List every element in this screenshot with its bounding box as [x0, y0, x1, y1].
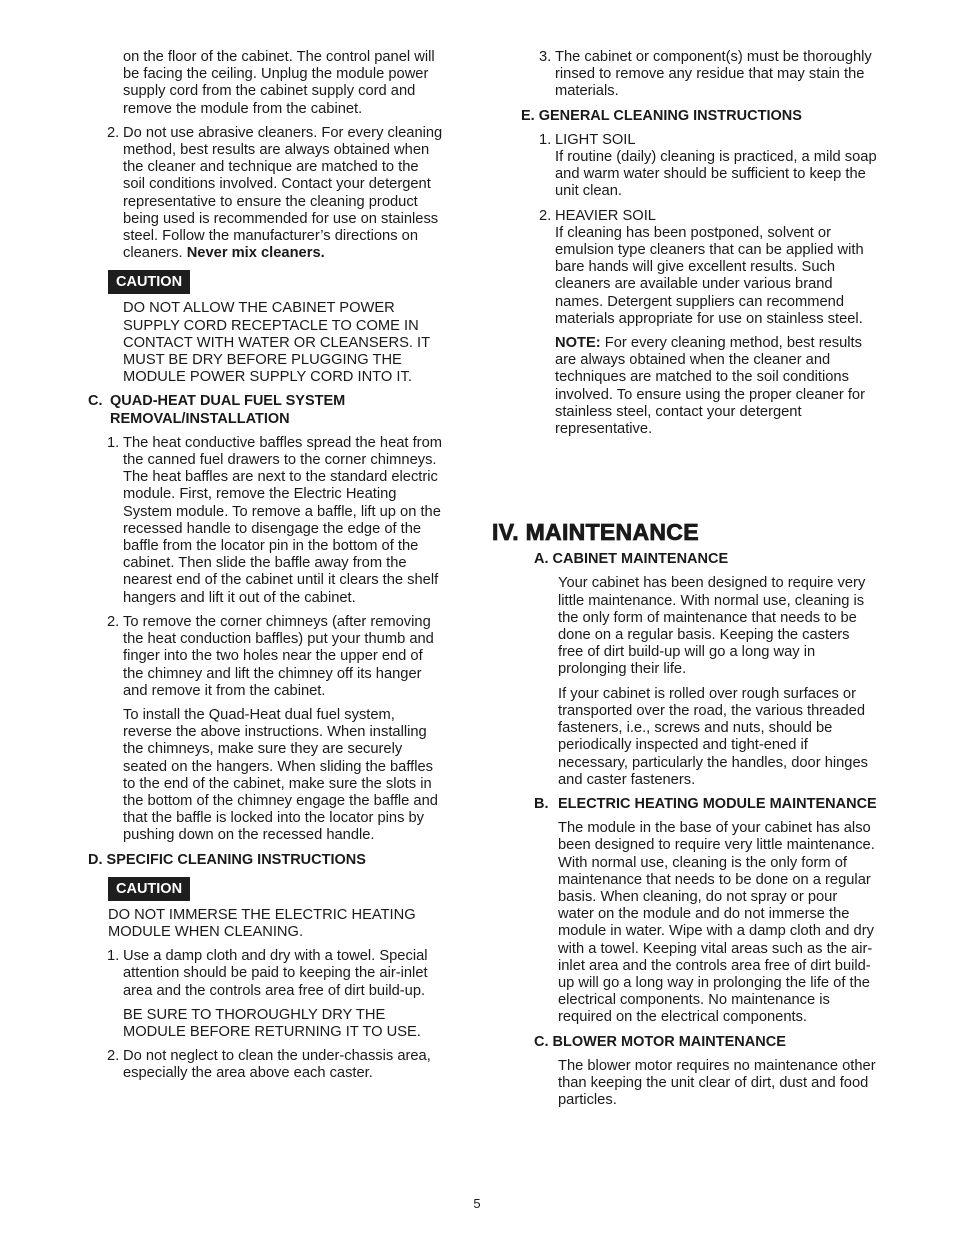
item-text: If routine (daily) cleaning is practiced, a mild soap and warm water should be sufficient to keep the unit clean. [555, 149, 877, 200]
item-number: 2. [107, 124, 120, 141]
item-text: If cleaning has been postponed, solvent or emulsion type cleaners that can be applied with bare hands will give excellent results. Such cleaners are available under various brand names. Detergent suppliers can recommend materials appropriate for use on stainless steel. [555, 224, 864, 327]
caution-text: DO NOT IMMERSE THE ELECTRIC HEATING MODULE WHEN CLEANING. [108, 906, 416, 940]
maintenance-b-paragraph: The module in the base of your cabinet has also been designed to require very little maintenance. With normal use, cleaning is the only form of maintenance that needs to be done on a regular basis. When cleaning, do not spray or pour water on the module and do not immerse the module in water. Wipe with a damp cloth and dry with a towel. Keeping vital areas such as the air-inlet area and the controls area free of dirt build-up will go a long way in prolonging the life of the electrical components. No maintenance is required on the electrical components. [558, 820, 875, 1026]
continued-paragraph: on the floor of the cabinet. The control panel will be facing the ceiling. Unplug the module power supply cord from the cabinet supply cord and remove the module from the cabinet. [123, 49, 435, 117]
section-title-text: QUAD-HEAT DUAL FUEL SYSTEM REMOVAL/INSTALLATION [110, 393, 346, 427]
item-text: The heat conductive baffles spread the heat from the canned fuel drawers to the corner chimneys. The heat baffles are next to the standard electric module. First, remove the Electric Heating System module. To remove a baffle, lift up on the recessed handle to disengage the edge of the baffle from the locator pin in the bottom of the cabinet. Then slide the baffle away from the nearest end of the cabinet until it clears the shelf hangers and lift it out of the cabinet. [123, 434, 442, 606]
right-column [492, 49, 877, 1116]
section-letter: C. [88, 393, 103, 410]
section-e-heading: E. GENERAL CLEANING INSTRUCTIONS [521, 107, 802, 124]
left-column [88, 49, 444, 1090]
list-item [539, 49, 877, 101]
item-number: 2. [107, 613, 120, 630]
item-bold-text: Never mix cleaners. [186, 245, 325, 262]
maintenance-a-paragraph: If your cabinet is rolled over rough surfaces or transported over the road, the various threaded fasteners, i.e., screws and nuts, should be periodically inspected and tight-ened if necessary, particularly the handles, door hinges and caster fasteners. [558, 685, 868, 788]
note-text: For every cleaning method, best results are always obtained when the cleaner and techniques are matched to the soil conditions involved. To ensure using the proper cleaner for stainless steel, contact your detergent representative. [555, 335, 865, 438]
item-text: The cabinet or component(s) must be thoroughly rinsed to remove any residue that may stain the materials. [555, 49, 872, 100]
note-label: NOTE: [555, 335, 601, 352]
list-item [107, 948, 444, 1000]
maintenance-a-paragraph: Your cabinet has been designed to require very little maintenance. With normal use, cleaning is the only form of maintenance that needs to be done on a regular basis. Keeping the casters free of dirt build-up will go a long way in prolonging their life. [558, 575, 866, 678]
item-text: To remove the corner chimneys (after removing the heat conduction baffles) put your thumb and finger into the two holes near the upper end of the chimney and lift the chimney off its hanger and remove it from the cabinet. [123, 613, 434, 699]
maintenance-b-heading [534, 796, 877, 813]
maintenance-a-heading: A. CABINET MAINTENANCE [534, 551, 729, 568]
section-c-heading [88, 393, 444, 427]
list-item [107, 613, 444, 700]
warning-text: BE SURE TO THOROUGHLY DRY THE MODULE BEFORE RETURNING IT TO USE. [123, 1006, 421, 1040]
item-number: 3. [539, 49, 552, 65]
list-item [107, 434, 444, 607]
item-number: 1. [539, 131, 552, 148]
list-item [107, 1048, 444, 1082]
item-label: HEAVIER SOIL [555, 207, 656, 224]
item-number: 2. [539, 207, 552, 224]
page-number: 5 [473, 1196, 481, 1211]
section-d-heading: D. SPECIFIC CLEANING INSTRUCTIONS [88, 851, 366, 868]
item-text: Do not neglect to clean the under-chassis area, especially the area above each caster. [123, 1048, 431, 1082]
item-text: Use a damp cloth and dry with a towel. Special attention should be paid to keeping the air-inlet area and the controls area free of dirt build-up. [123, 948, 428, 999]
caution-text: DO NOT ALLOW THE CABINET POWER SUPPLY CORD RECEPTACLE TO COME IN CONTACT WITH WATER OR CLEANSERS. IT MUST BE DRY BEFORE PLUGGING THE MODULE POWER SUPPLY CORD INTO IT. [123, 300, 430, 386]
item-number: 2. [107, 1048, 120, 1065]
list-item [539, 131, 877, 201]
caution-label: CAUTION [108, 877, 190, 901]
list-item [107, 124, 444, 263]
list-item [539, 207, 877, 328]
section-letter: B. [534, 795, 549, 812]
item-text: Do not use abrasive cleaners. For every cleaning method, best results are always obtained when the cleaner and technique are matched to the soil conditions involved. Contact your detergent representative to ensure the cleaning product being used is recommended for use on stainless steel. Follow the manufacturer’s directions on cleaners. [123, 124, 443, 262]
maintenance-c-paragraph: The blower motor requires no maintenance other than keeping the unit clear of dirt, dust and food particles. [558, 1057, 876, 1109]
maintenance-c-heading: C. BLOWER MOTOR MAINTENANCE [534, 1033, 786, 1050]
caution-label: CAUTION [108, 270, 190, 294]
item-label: LIGHT SOIL [555, 131, 636, 148]
section-title: IV. MAINTENANCE [492, 519, 699, 546]
note-paragraph [555, 335, 877, 438]
item-number: 1. [107, 948, 120, 965]
install-paragraph: To install the Quad-Heat dual fuel system, reverse the above instructions. When installing the chimneys, make sure they are securely seated on the hangers. When sliding the baffles to the end of the cabinet, make sure the slots in the bottom of the chimney engage the baffle and that the baffle is locked into the locator pins by pushing down on the recessed handle. [123, 706, 438, 844]
item-number: 1. [107, 434, 120, 451]
section-title-text: ELECTRIC HEATING MODULE MAINTENANCE [558, 795, 877, 812]
